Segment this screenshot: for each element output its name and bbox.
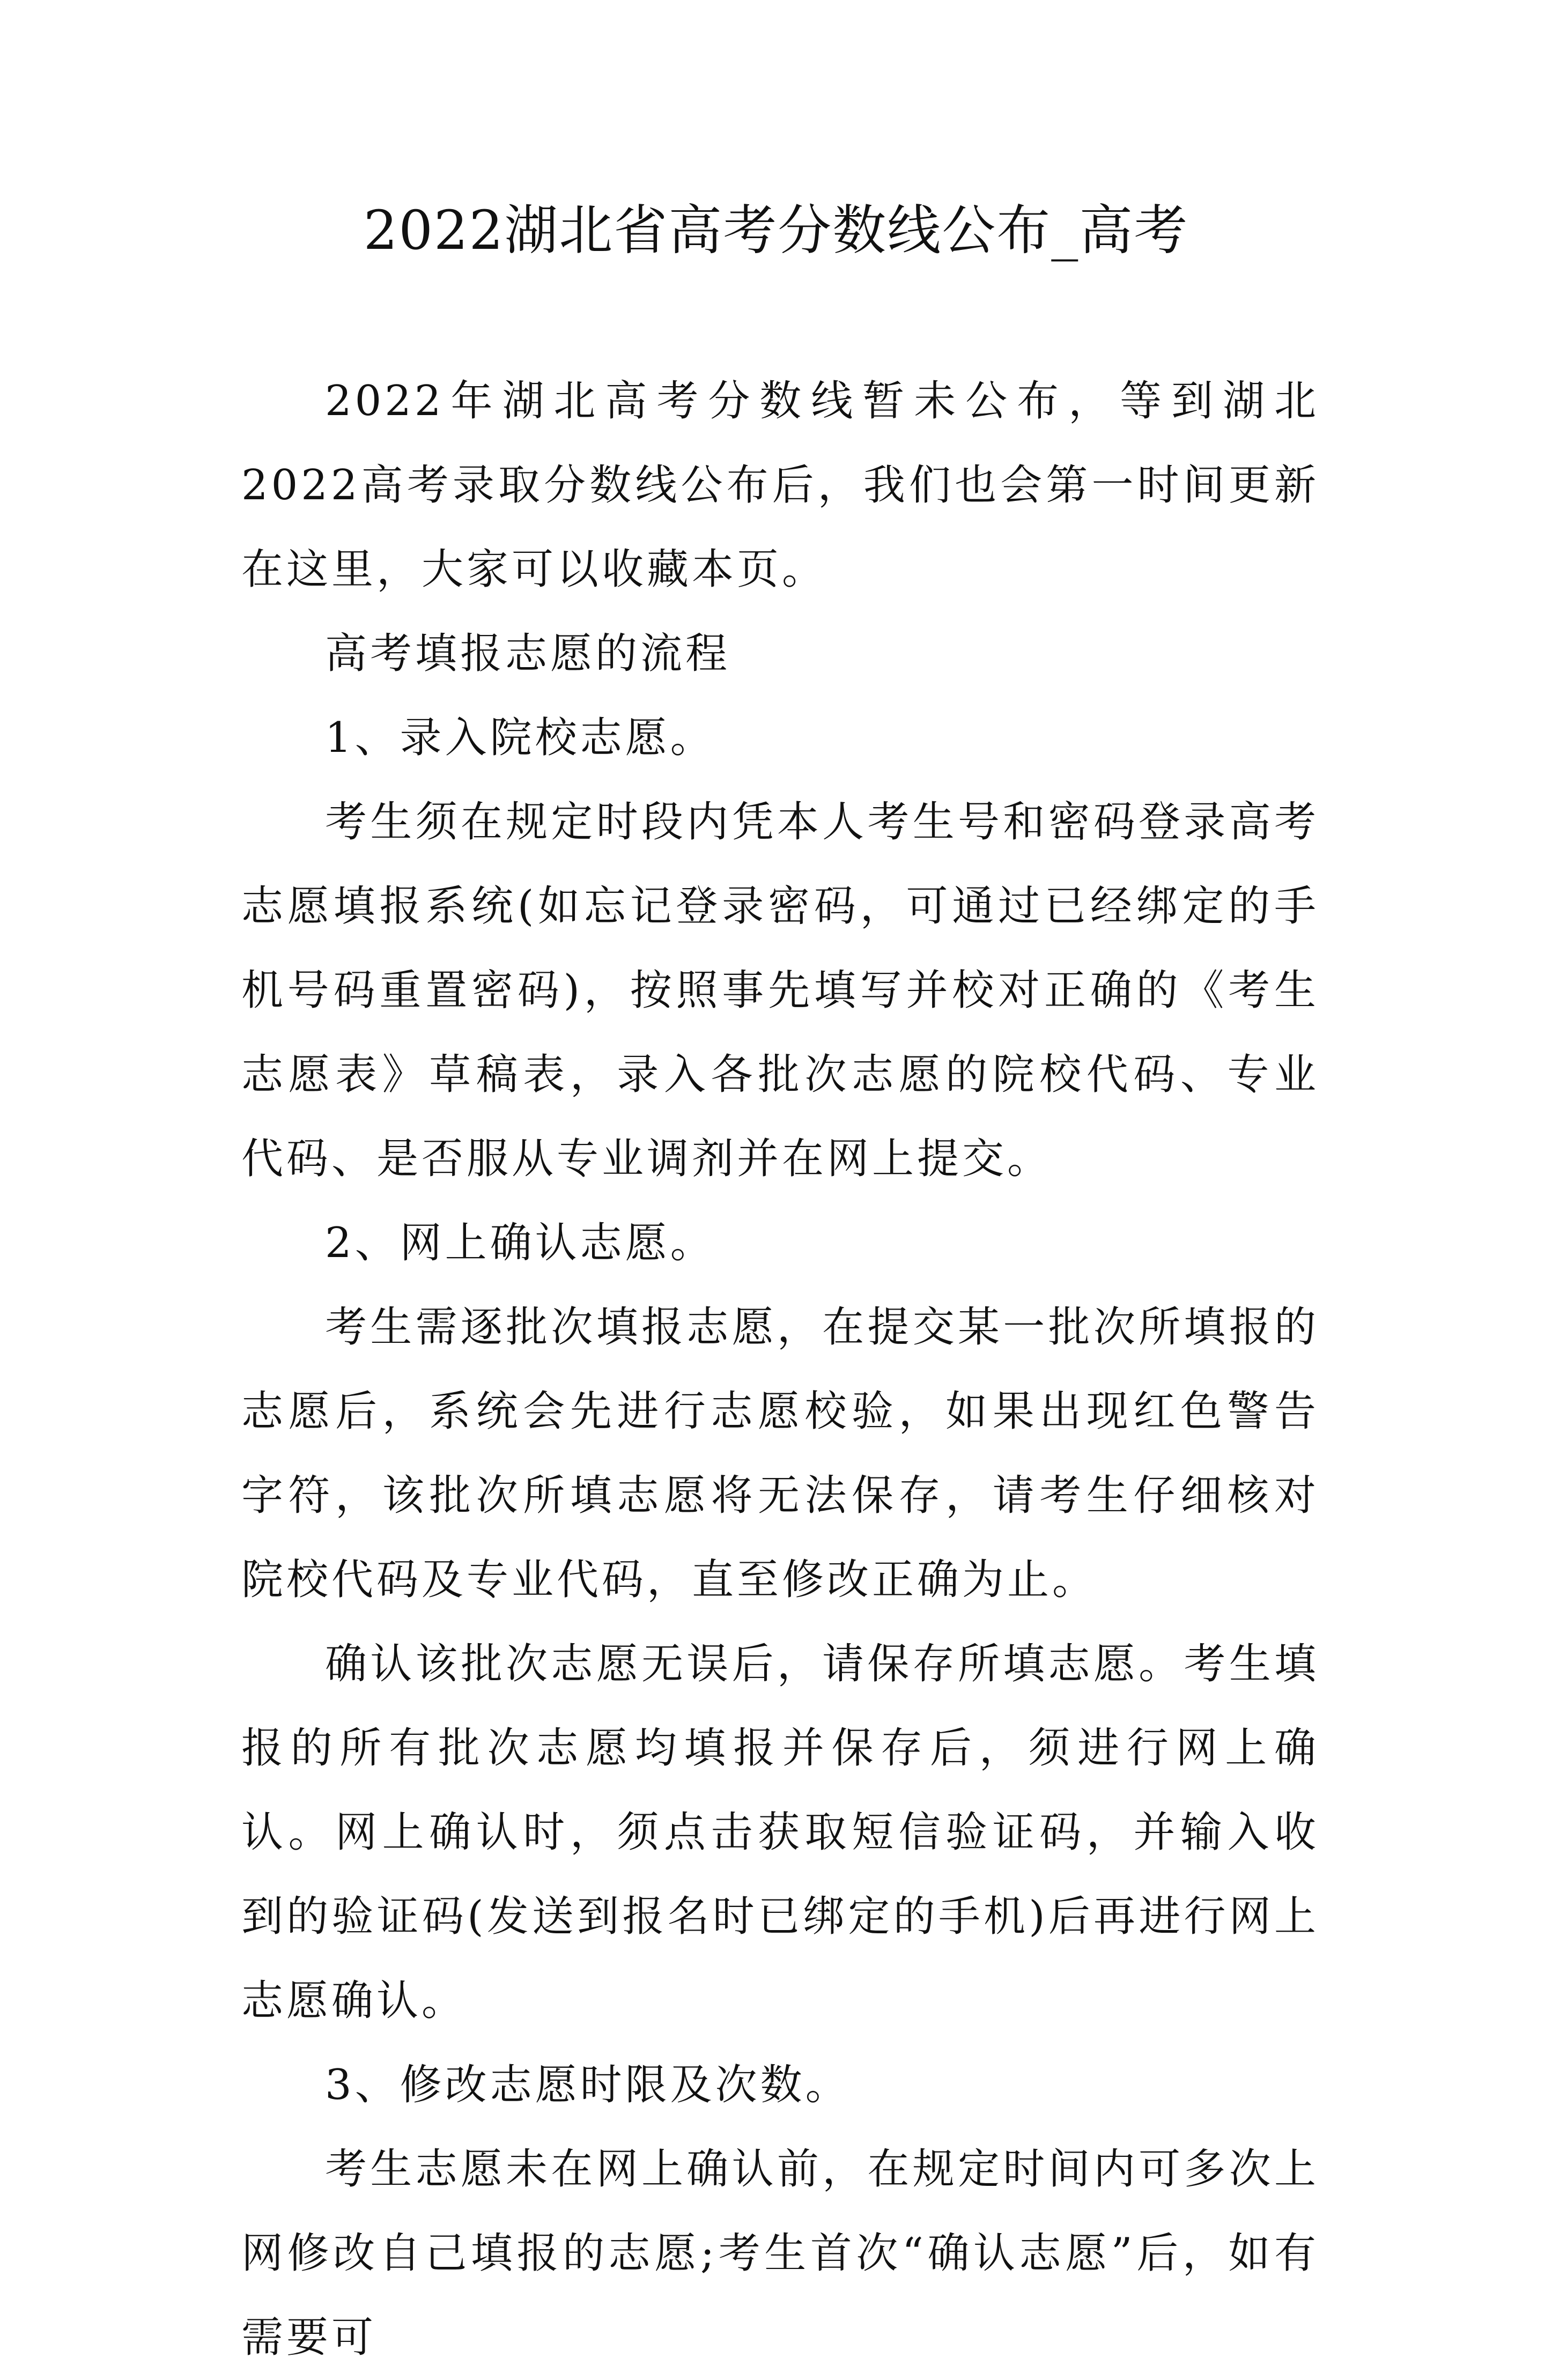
paragraph-step-2a: 考生需逐批次填报志愿，在提交某一批次所填报的志愿后，系统会先进行志愿校验，如果出现红色警告字符，该批次所填志愿将无法保存，请考生仔细核对院校代码及专业代码，直至修改正确为止。	[241, 1303, 1319, 1604]
step-heading-3: 3、修改志愿时限及次数。	[325, 2061, 851, 2109]
step-heading-2: 2、网上确认志愿。	[325, 1219, 715, 1267]
document-body	[241, 359, 1319, 2380]
paragraph-intro: 2022年湖北高考分数线暂未公布，等到湖北2022高考录取分数线公布后，我们也会第一时间更新在这里，大家可以收藏本页。	[241, 377, 1319, 594]
section-heading-process: 高考填报志愿的流程	[325, 630, 731, 678]
step-heading-1: 1、录入院校志愿。	[325, 714, 715, 762]
document-title: 2022湖北省高考分数线公布_高考	[363, 199, 1189, 262]
paragraph-step-2b: 确认该批次志愿无误后，请保存所填志愿。考生填报的所有批次志愿均填报并保存后，须进行网上确认。网上确认时，须点击获取短信验证码，并输入收到的验证码(发送到报名时已绑定的手机)后再进行网上志愿确认。	[241, 1640, 1319, 2025]
paragraph-step-1: 考生须在规定时段内凭本人考生号和密码登录高考志愿填报系统(如忘记登录密码，可通过已经绑定的手机号码重置密码)，按照事先填写并校对正确的《考生志愿表》草稿表，录入各批次志愿的院校代码、专业代码、是否服从专业调剂并在网上提交。	[241, 798, 1319, 1183]
paragraph-step-3: 考生志愿未在网上确认前，在规定时间内可多次上网修改自己填报的志愿;考生首次“确认志愿”后，如有需要可	[241, 2145, 1319, 2362]
